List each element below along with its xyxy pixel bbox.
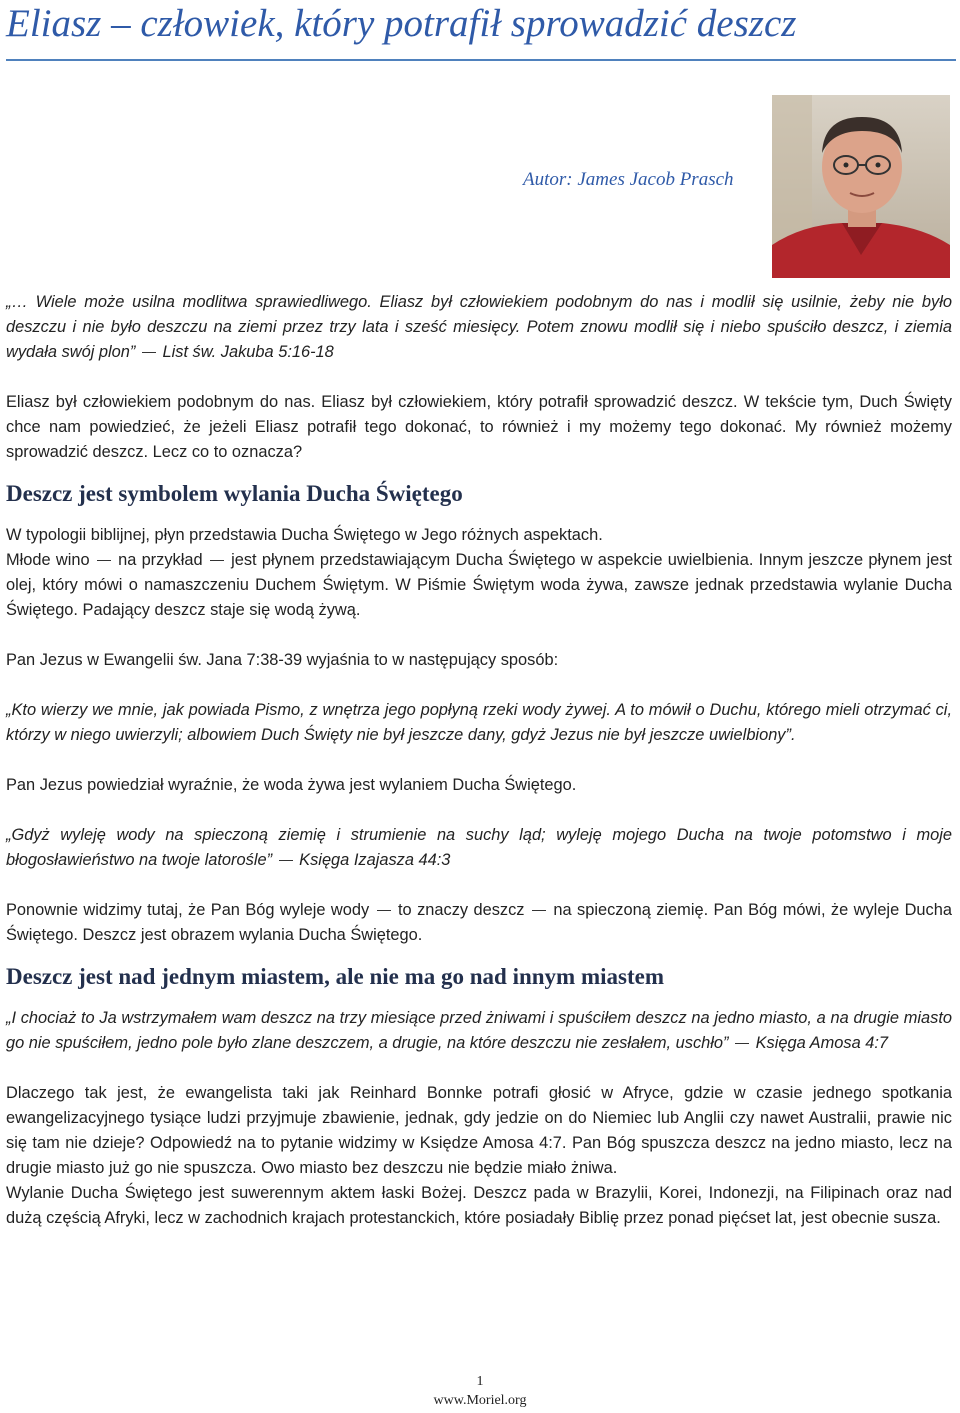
isaiah-quote (6, 823, 952, 873)
text-segment: Ponownie widzimy tutaj, że Pan Bóg wyleje wody (6, 901, 370, 919)
author-portrait (772, 95, 950, 278)
dash-separator (97, 560, 111, 561)
section1-paragraph2: Pan Jezus w Ewangelii św. Jana 7:38-39 wyjaśnia to w następujący sposób: (6, 651, 559, 669)
page-number: 1 (476, 1374, 484, 1389)
amos-quote (6, 1006, 952, 1056)
section2-paragraph2: Wylanie Ducha Świętego jest suwerennym aktem łaski Bożej. Deszcz pada w Brazylii, Korei, Indonezji, na Filipinach oraz nad dużą częścią Afryki, lecz w zachodnich krajach protestanckich, które posiadały Biblię przez ponad pięćset lat, jest obecnie susza. (6, 1184, 952, 1227)
document-title: Eliasz – człowiek, który potrafił sprowadzić deszcz (6, 2, 797, 45)
footer-site-link[interactable]: www.Moriel.org (433, 1393, 527, 1408)
dash-separator (210, 560, 224, 561)
title-underline (6, 59, 956, 61)
author-line: Autor: James Jacob Prasch (523, 169, 734, 190)
dash-separator (377, 910, 391, 911)
spacer (6, 509, 952, 523)
intro-quote-text: „… Wiele może usilna modlitwa sprawiedliwego. Eliasz był człowiekiem podobnym do nas i modlił się usilnie, żeby nie było deszczu i nie było deszczu na ziemi przez trzy lata i sześć miesięcy. Potem znowu modlił się i niebo spuściło deszcz, i ziemia wydała swój plon” (6, 293, 952, 361)
john-quote: „Kto wierzy we mnie, jak powiada Pismo, z wnętrza jego popłyną rzeki wody żywej. A to mówił o Duchu, którego mieli otrzymać ci, którzy w niego uwierzyli; albowiem Duch Święty nie był jeszcze dany, gdyż Jezus nie był jeszcze uwielbiony”. (6, 701, 952, 744)
spacer (6, 798, 952, 823)
section1-paragraph4 (6, 898, 952, 948)
text-segment: na spieczoną ziemię. Pan Bóg mówi, że wyleje Ducha Świętego. Deszcz jest obrazem wylania Ducha Świętego. (6, 901, 952, 944)
text-segment: Młode wino (6, 551, 90, 569)
spacer (6, 365, 952, 390)
section2-paragraph1: Dlaczego tak jest, że ewangelista taki jak Reinhard Bonnke potrafi głosić w Afryce, gdzie w czasie jednego spotkania ewangelizacyjnego tysiące ludzi przyjmuje zbawienie, jednak, gdy jedzie on do Niemiec lub Anglii czy nawet Australii, prawie nic się tam nie dzieje? Odpowiedź na to pytanie widzimy w Księdze Amosa 4:7. Pan Bóg spuszcza deszcz na jedno miasto, lecz na drugie miasto już go nie spuszcza. Owo miasto bez deszczu nie będzie miało żniwa. (6, 1084, 952, 1177)
intro-quote-reference: List św. Jakuba 5:16-18 (162, 343, 334, 361)
dash-separator (735, 1043, 749, 1044)
intro-quote (6, 290, 952, 365)
section1-paragraph1 (6, 548, 952, 623)
text-segment: to znaczy deszcz (397, 901, 525, 919)
text-segment: jest płynem przedstawiającym Ducha Świętego w aspekcie uwielbienia. Innym jeszcze płynem jest olej, który mówi o namaszczeniu Duchem Świętym. W Piśmie Świętym woda żywa, zawsze jednak przedstawia wylanie Ducha Świętego. Padający deszcz staje się wodą żywą. (6, 551, 952, 619)
author-photo-illustration (772, 95, 950, 278)
section-heading-2: Deszcz jest nad jednym miastem, ale nie ma go nad innym miastem (6, 964, 664, 989)
spacer (6, 992, 952, 1006)
section1-line1: W typologii biblijnej, płyn przedstawia Ducha Świętego w Jego różnych aspektach. (6, 526, 603, 544)
section1-paragraph3: Pan Jezus powiedział wyraźnie, że woda żywa jest wylaniem Ducha Świętego. (6, 776, 577, 794)
isaiah-quote-text: „Gdyż wyleję wody na spieczoną ziemię i strumienie na suchy ląd; wyleję mojego Ducha na twoje potomstwo i moje błogosławieństwo na twoje latorośle” (6, 826, 952, 869)
spacer (6, 465, 952, 479)
isaiah-quote-reference: Księga Izajasza 44:3 (299, 851, 451, 869)
dash-separator (532, 910, 546, 911)
dash-separator (279, 860, 293, 861)
intro-paragraph: Eliasz był człowiekiem podobnym do nas. Eliasz był człowiekiem, który potrafił sprowadzić deszcz. W tekście tym, Duch Święty chce nam powiedzieć, że jeżeli Eliasz potrafił tego dokonać, to również i my możemy tego dokonać. My również możemy sprowadzić deszcz. Lecz co to oznacza? (6, 393, 952, 461)
dash-separator (142, 352, 156, 353)
spacer (6, 948, 952, 962)
spacer (6, 748, 952, 773)
spacer (6, 873, 952, 898)
spacer (6, 1056, 952, 1081)
spacer (6, 623, 952, 648)
article-body (6, 290, 952, 1231)
text-segment: na przykład (118, 551, 203, 569)
amos-quote-text: „I chociaż to Ja wstrzymałem wam deszcz na trzy miesiące przed żniwami i spuściłem deszcz na jedno miasto, a na drugie miasto go nie spuściłem, jedno pole było zlane deszczem, a drugie, na które deszczu nie zesłałem, uschło” (6, 1009, 952, 1052)
amos-quote-reference: Księga Amosa 4:7 (755, 1034, 889, 1052)
section-heading-1: Deszcz jest symbolem wylania Ducha Świętego (6, 481, 463, 506)
spacer (6, 673, 952, 698)
